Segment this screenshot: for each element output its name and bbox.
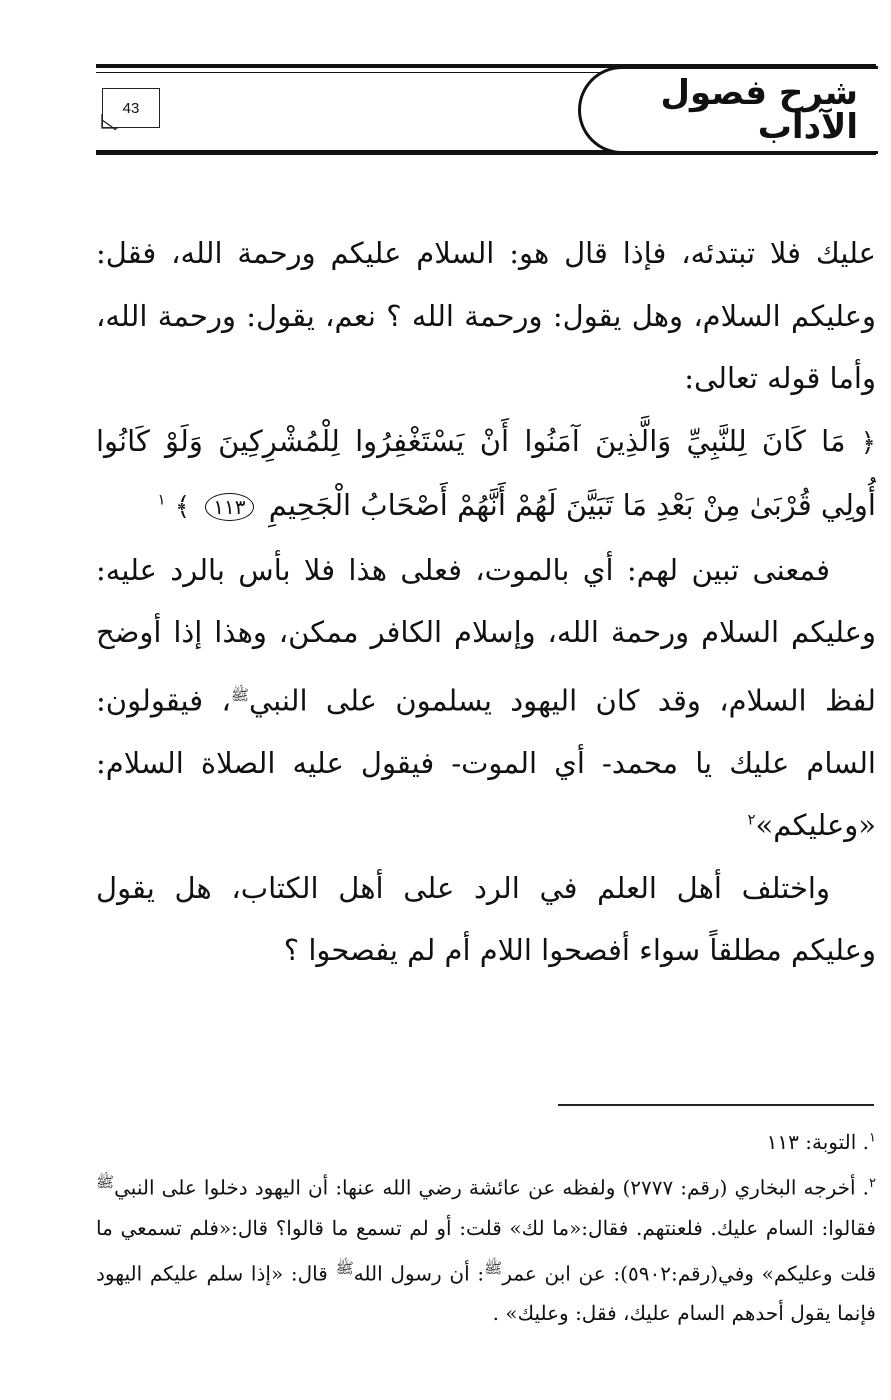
header-title-box	[578, 66, 878, 154]
book-title: شرح فصول الآداب	[660, 73, 858, 147]
footnote-2	[96, 1162, 876, 1333]
footnote-2-text-b: فقالوا: السام عليك. فلعنتهم. فقال:«ما لك» قلت: أو لم تسمع ما قالوا؟ قال:«فلم تسمعي ما قلت وعليكم» وفي(رقم:٥٩٠٢): عن ابن عمر	[96, 1215, 877, 1286]
footnote-ref-1: ١	[157, 490, 166, 509]
verse-number: ١١٣	[205, 493, 253, 521]
footnote-1-text: . التوبة: ١١٣	[766, 1130, 870, 1154]
paragraph-1-text: عليك فلا تبتدئه، فإذا قال هو: السلام عليكم ورحمة الله، فقل: وعليكم السلام، وهل يقول: ورحمة الله ؟ نعم، يقول: ورحمة الله، وأما قوله تعالى:	[96, 236, 876, 395]
footnote-honorific-1: ﷺ	[96, 1173, 115, 1191]
verse-open-brace: ﴿	[860, 427, 876, 458]
quran-verse	[96, 410, 876, 539]
paragraph-3	[96, 857, 876, 982]
footnote-1-marker: ١	[869, 1130, 876, 1146]
paragraph-1	[96, 222, 876, 410]
footnote-2-text-d: قال: «إذا سلم عليكم اليهود فإنما يقول أحدهم السام عليك، فقل: وعليك» .	[96, 1261, 876, 1326]
footnote-separator	[558, 1104, 874, 1106]
footnote-honorific-3: ﷺ	[335, 1258, 354, 1277]
honorific-mark: ﷺ	[230, 685, 249, 704]
verse-text: مَا كَانَ لِلنَّبِيِّ وَالَّذِينَ آمَنُوا أَنْ يَسْتَغْفِرُوا لِلْمُشْرِكِينَ وَلَوْ كَانُوا أُولِي قُرْبَىٰ مِنْ بَعْدِ مَا تَبَيَّنَ لَهُمْ أَنَّهُمْ أَصْحَابُ الْجَحِيمِ	[96, 423, 876, 522]
footnote-2-text-c: : أن رسول الله	[353, 1261, 485, 1286]
page-curl-icon	[100, 112, 122, 132]
page-number: 43	[122, 99, 140, 117]
footnote-2-marker: ٢	[869, 1176, 876, 1191]
main-text	[96, 222, 876, 982]
footnote-honorific-2: ﷺ	[484, 1258, 503, 1277]
footnote-2-text-a: . أخرجه البخاري (رقم: ٢٧٧٧) ولفظه عن عائشة رضي الله عنها: أن اليهود دخلوا على النبي	[114, 1175, 870, 1200]
footnotes	[96, 1122, 876, 1333]
verse-close-brace: ﴾	[174, 492, 191, 522]
paragraph-2	[96, 539, 876, 857]
footnote-1	[96, 1122, 876, 1162]
footnote-ref-2: ٢	[747, 810, 756, 829]
paragraph-3-text: واختلف أهل العلم في الرد على أهل الكتاب، هل يقول وعليكم مطلقاً سواء أفصحوا اللام أم لم يفصحوا ؟	[96, 870, 876, 968]
paragraph-2-text-b: ، فيقولون: السام عليك يا محمد- أي الموت- فيقول عليه الصلاة السلام: «وعليكم»	[96, 683, 876, 843]
paragraph-2-text-a: فمعنى تبين لهم: أي بالموت، فعلى هذا فلا بأس بالرد عليه: وعليكم السلام ورحمة الله، وإسلام الكافر ممكن، وهذا إذا أوضح لفظ السلام، وقد كان اليهود يسلمون على النبي	[96, 552, 876, 718]
